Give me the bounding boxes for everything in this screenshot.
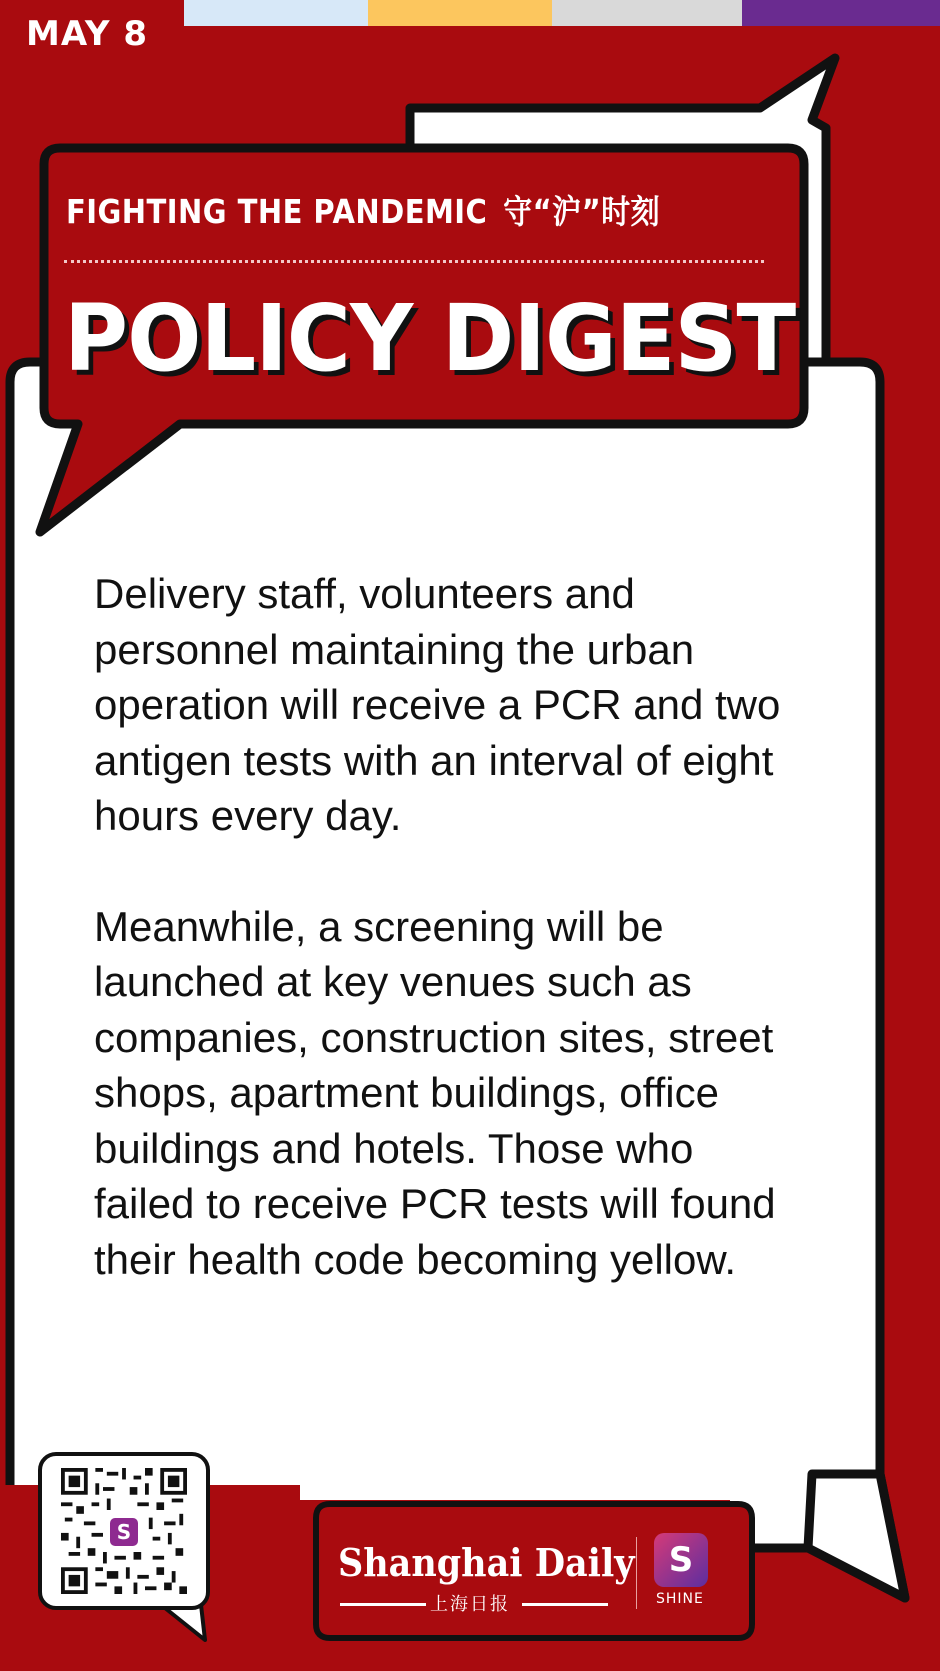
header-subtitle-cn: 守“沪”时刻 xyxy=(503,192,661,231)
header-subtitle-en: FIGHTING THE PANDEMIC xyxy=(66,192,488,231)
header-subtitle xyxy=(66,186,691,233)
shine-app-icon: S xyxy=(654,1533,708,1587)
article-body xyxy=(94,566,784,1287)
body-paragraph-1: Delivery staff, volunteers and personnel maintaining the urban operation will receive a PCR and two antigen tests with an interval of eight hours every day. xyxy=(94,570,781,839)
main-panel-tail xyxy=(808,1474,905,1598)
shanghai-daily-cn: 上海日报 xyxy=(430,1594,510,1615)
qr-code[interactable] xyxy=(38,1452,210,1610)
footer-base xyxy=(0,1640,940,1671)
footer-divider xyxy=(636,1537,637,1609)
header-dotted-divider xyxy=(64,260,764,263)
logo-rule-right xyxy=(522,1603,608,1606)
shine-logo-icon: S xyxy=(110,1518,138,1546)
page-title: POLICY DIGEST xyxy=(64,285,796,392)
shine-label: SHINE xyxy=(656,1591,704,1607)
date-label: MAY 8 xyxy=(26,14,149,54)
body-paragraph-2: Meanwhile, a screening will be launched at key venues such as companies, construction sites, street shops, apartment buildings, office buildings and hotels. Those who failed to receive PCR tests will found their health code becoming yellow. xyxy=(94,902,776,1283)
logo-rule-left xyxy=(340,1603,426,1606)
shanghai-daily-logo: Shanghai Daily xyxy=(338,1540,635,1585)
